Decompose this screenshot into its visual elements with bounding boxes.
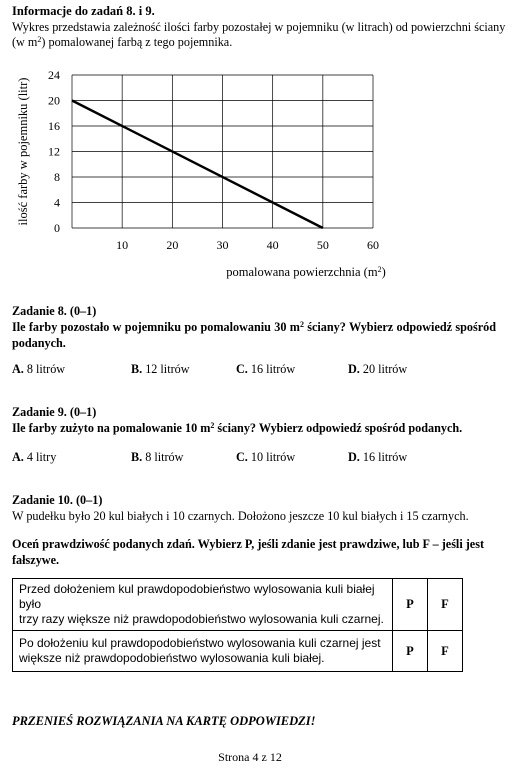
task8-question-part2: ściany? Wybierz odpowiedź spośród podanych. [12,320,496,350]
chart-series [72,101,323,229]
x-tick-label: 20 [166,238,179,252]
x-tick-label: 50 [316,238,329,252]
y-tick-labels [48,68,60,235]
task8-option-a-text: 8 litrów [26,362,66,376]
intro-title: Informacje do zadań 8. i 9. [12,4,155,18]
intro-text-part1: Wykres przedstawia zależność ilości farby pozostałej w pojemniku (w litrach) od powierzchni ściany (w m [12,20,506,49]
true-option[interactable]: P [393,579,428,631]
paint-chart [0,60,520,300]
series-line [72,101,323,229]
intro-sup: 2 [37,35,42,44]
task8-option-d-text: 20 litrów [362,362,408,376]
task9-question-part1: Ile farby zużyto na pomalowanie 10 m [12,421,211,435]
task9-option-a-text: 4 litry [26,450,57,464]
table-row [13,579,463,631]
task8-option-c-letter: C. [236,362,248,376]
task9-option-b-text: 8 litrów [145,450,184,464]
task9-option-c-letter: C. [236,450,248,464]
task8-option-d-letter: D. [348,362,360,376]
transfer-notice: PRZENIEŚ ROZWIĄZANIA NA KARTĘ ODPOWIEDZI! [12,714,316,728]
task9-option-c-text: 10 litrów [250,450,296,464]
statement-cell [13,579,393,631]
false-option[interactable]: F [428,631,463,672]
false-option[interactable]: F [428,579,463,631]
table-row [13,631,463,672]
task8-option-d[interactable] [348,362,407,377]
x-tick-label: 40 [266,238,279,252]
y-tick-label: 12 [48,144,60,159]
true-false-table [12,578,463,672]
statement-line: Po dołożeniu kul prawdopodobieństwo wylosowania kuli czarnej jest [19,636,381,650]
true-option[interactable]: P [393,631,428,672]
task8-question-part1: Ile farby pozostało w pojemniku po pomalowaniu 30 m [12,320,300,334]
intro-text [12,20,508,50]
task8-option-c[interactable] [236,362,295,377]
statement-line: większe niż prawdopodobieństwo wylosowania kuli białej. [19,651,325,665]
task8-option-b-letter: B. [131,362,143,376]
x-tick-label: 60 [367,238,379,252]
task9-question-part2: ściany? Wybierz odpowiedź spośród podanych. [214,421,463,435]
task8-option-c-text: 16 litrów [250,362,296,376]
task8-option-a[interactable] [12,362,65,377]
task9-option-a-letter: A. [12,450,24,464]
y-tick-label: 4 [54,195,60,210]
task10-text: W pudełku było 20 kul białych i 10 czarnych. Dołożono jeszcze 10 kul białych i 15 czarnych. [12,509,469,523]
task9-option-c[interactable] [236,450,295,465]
task10-instruction: Oceń prawdziwość podanych zdań. Wybierz P, jeśli zdanie jest prawdziwe, lub F – jeśli jest fałszywe. [12,537,485,567]
y-axis-label: ilość farby w pojemniku (litr) [16,77,30,226]
task8-head: Zadanie 8. (0–1) [12,304,97,318]
task8-question-sup: 2 [299,320,304,329]
statement-cell [13,631,393,672]
task10-head: Zadanie 10. (0–1) [12,493,103,507]
x-axis-label-end: ) [381,265,386,279]
x-axis-label-base: pomalowana powierzchnia (m [226,265,378,279]
task9-option-d-text: 16 litrów [362,450,408,464]
task9-head: Zadanie 9. (0–1) [12,405,97,419]
intro-text-part2: ) pomalowanej farbą z tego pojemnika. [41,35,233,49]
y-tick-label: 0 [54,221,60,235]
task9-option-d[interactable] [348,450,407,465]
task8-option-b[interactable] [131,362,190,377]
task9-question-sup: 2 [210,421,215,430]
statement-line: trzy razy większe niż prawdopodobieństwo wylosowania kuli czarnej. [19,612,384,626]
task8-question [12,319,496,351]
task8-option-a-letter: A. [12,362,24,376]
task9-option-b[interactable] [131,450,183,465]
y-tick-label: 24 [48,68,60,82]
page-number: Strona 4 z 12 [218,750,282,764]
x-tick-label: 30 [216,238,229,252]
x-axis-label-sup: 2 [377,265,382,274]
statement-line: Przed dołożeniem kul prawdopodobieństwo wylosowania kuli białej było [19,582,375,611]
x-tick-label: 10 [116,238,129,252]
task9-question [12,420,508,436]
chart-grid [72,75,373,228]
y-tick-label: 20 [48,93,60,108]
task9-option-b-letter: B. [131,450,143,464]
task8-option-b-text: 12 litrów [145,362,190,376]
y-tick-label: 16 [48,119,60,133]
task9-option-d-letter: D. [348,450,360,464]
x-axis-label [226,265,386,279]
task9-option-a[interactable] [12,450,56,465]
x-tick-labels [116,238,379,252]
y-tick-label: 8 [54,170,60,184]
